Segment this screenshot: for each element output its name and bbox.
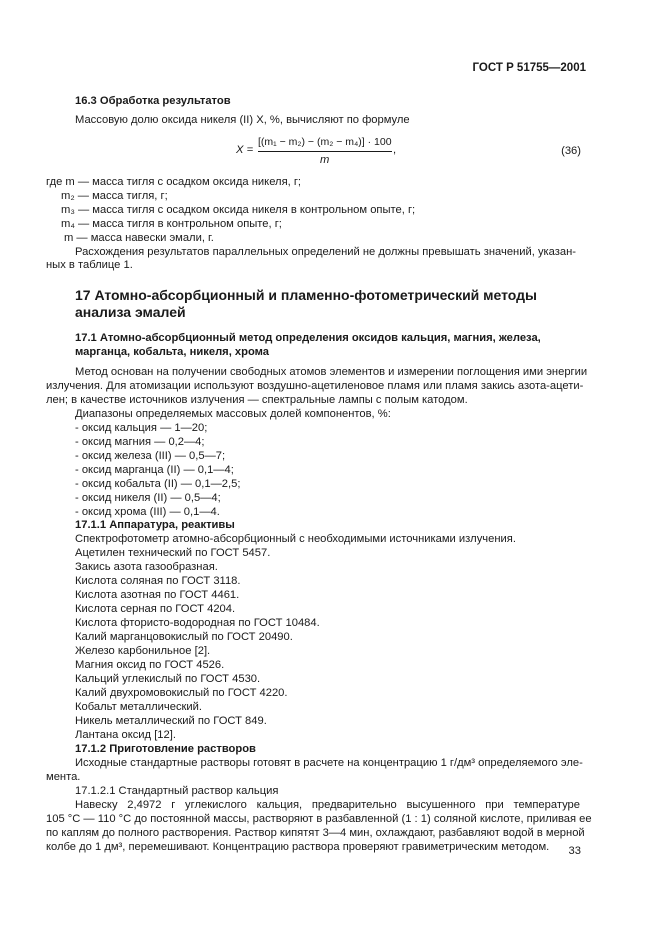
reagent-item: Железо карбонильное [2]. [75, 645, 211, 657]
page-number: 33 [568, 845, 581, 857]
where-line: где m — масса тигля с осадком оксида никеля, г; [46, 176, 302, 188]
discrepancy-text: Расхождения результатов параллельных определений не должны превышать значений, указан- [75, 246, 577, 258]
paragraph-line: по каплям до полного растворения. Раствор кипятят 3—4 мин, охлаждают, разбавляют водой в мерной [46, 827, 585, 839]
reagent-item: Калий марганцовокислый по ГОСТ 20490. [75, 631, 293, 643]
ranges-intro: Диапазоны определяемых массовых долей компонентов, %: [75, 408, 391, 420]
range-item: - оксид марганца (II) — 0,1—4; [75, 464, 234, 476]
range-item: - оксид хрома (III) — 0,1—4. [75, 506, 220, 518]
section-17-1-2-1-title: 17.1.2.1 Стандартный раствор кальция [75, 785, 279, 797]
where-line: m₂ — масса тигля, г; [61, 190, 168, 202]
section-17-1-title: марганца, кобальта, никеля, хрома [75, 346, 270, 358]
section-17-1-1-title: 17.1.1 Аппаратура, реактивы [75, 519, 235, 531]
section-16-3-intro: Массовую долю оксида никеля (II) X, %, вычисляют по формуле [75, 114, 410, 126]
reagent-item: Ацетилен технический по ГОСТ 5457. [75, 547, 271, 559]
section-17-title: анализа эмалей [75, 304, 186, 320]
range-item: - оксид железа (III) — 0,5—7; [75, 450, 226, 462]
formula-36 [236, 136, 436, 176]
reagent-item: Калий двухромовокислый по ГОСТ 4220. [75, 687, 288, 699]
equation-number: (36) [561, 145, 581, 157]
reagent-item: Лантана оксид [12]. [75, 729, 176, 741]
formula-comma: , [393, 144, 397, 156]
paragraph-line: мента. [46, 771, 81, 783]
range-item: - оксид кобальта (II) — 0,1—2,5; [75, 478, 241, 490]
reagent-item: Магния оксид по ГОСТ 4526. [75, 659, 225, 671]
where-line: m₄ — масса тигля в контрольном опыте, г; [61, 218, 282, 230]
range-item: - оксид никеля (II) — 0,5—4; [75, 492, 221, 504]
paragraph-line: Исходные стандартные растворы готовят в расчете на концентрацию 1 г/дм³ определяемого эле- [75, 757, 583, 769]
reagent-item: Кислота азотная по ГОСТ 4461. [75, 589, 240, 601]
formula-numerator: [(m₁ − m₂) − (m₂ − m₄)] · 100 [258, 136, 392, 148]
reagent-item: Закись азота газообразная. [75, 561, 218, 573]
paragraph-line: колбе до 1 дм³, перемешивают. Концентрацию раствора проверяют гравиметрическим методом. [46, 841, 550, 853]
section-17-1-2-title: 17.1.2 Приготовление растворов [75, 743, 256, 755]
reagent-item: Кальций углекислый по ГОСТ 4530. [75, 673, 261, 685]
where-line: m₃ — масса тигля с осадком оксида никеля в контрольном опыте, г; [61, 204, 416, 216]
reagent-item: Спектрофотометр атомно-абсорбционный с необходимыми источниками излучения. [75, 533, 516, 545]
document-header: ГОСТ Р 51755—2001 [472, 62, 586, 74]
where-line: m — масса навески эмали, г. [64, 232, 214, 244]
reagent-item: Кислота серная по ГОСТ 4204. [75, 603, 236, 615]
section-16-3-title: 16.3 Обработка результатов [75, 95, 231, 107]
formula-denominator: m [320, 154, 330, 166]
reagent-item: Кислота соляная по ГОСТ 3118. [75, 575, 241, 587]
reagent-item: Кислота фтористо-водородная по ГОСТ 10484. [75, 617, 320, 629]
discrepancy-text: ных в таблице 1. [46, 259, 133, 271]
range-item: - оксид магния — 0,2—4; [75, 436, 205, 448]
section-17-title: 17 Атомно-абсорбционный и пламенно-фотометрический методы [75, 287, 538, 303]
paragraph-line: Навеску 2,4972 г углекислого кальция, предварительно высушенного при температуре [75, 799, 580, 811]
range-item: - оксид кальция — 1—20; [75, 422, 208, 434]
paragraph-line: Метод основан на получении свободных атомов элементов и измерении поглощения ими энергии [75, 366, 588, 378]
section-17-1-title: 17.1 Атомно-абсорбционный метод определения оксидов кальция, магния, железа, [75, 332, 541, 344]
reagent-item: Никель металлический по ГОСТ 849. [75, 715, 267, 727]
fraction-bar [258, 151, 392, 152]
paragraph-line: 105 °С — 110 °С до постоянной массы, растворяют в разбавленной (1 : 1) соляной кислоте, приливая ее [46, 813, 592, 825]
formula-lhs: X = [236, 144, 254, 156]
paragraph-line: лен; в качестве источников излучения — спектральные лампы с полым катодом. [46, 394, 468, 406]
reagent-item: Кобальт металлический. [75, 701, 203, 713]
paragraph-line: излучения. Для атомизации используют воздушно-ацетиленовое пламя или пламя закись азота-ацети- [46, 380, 584, 392]
